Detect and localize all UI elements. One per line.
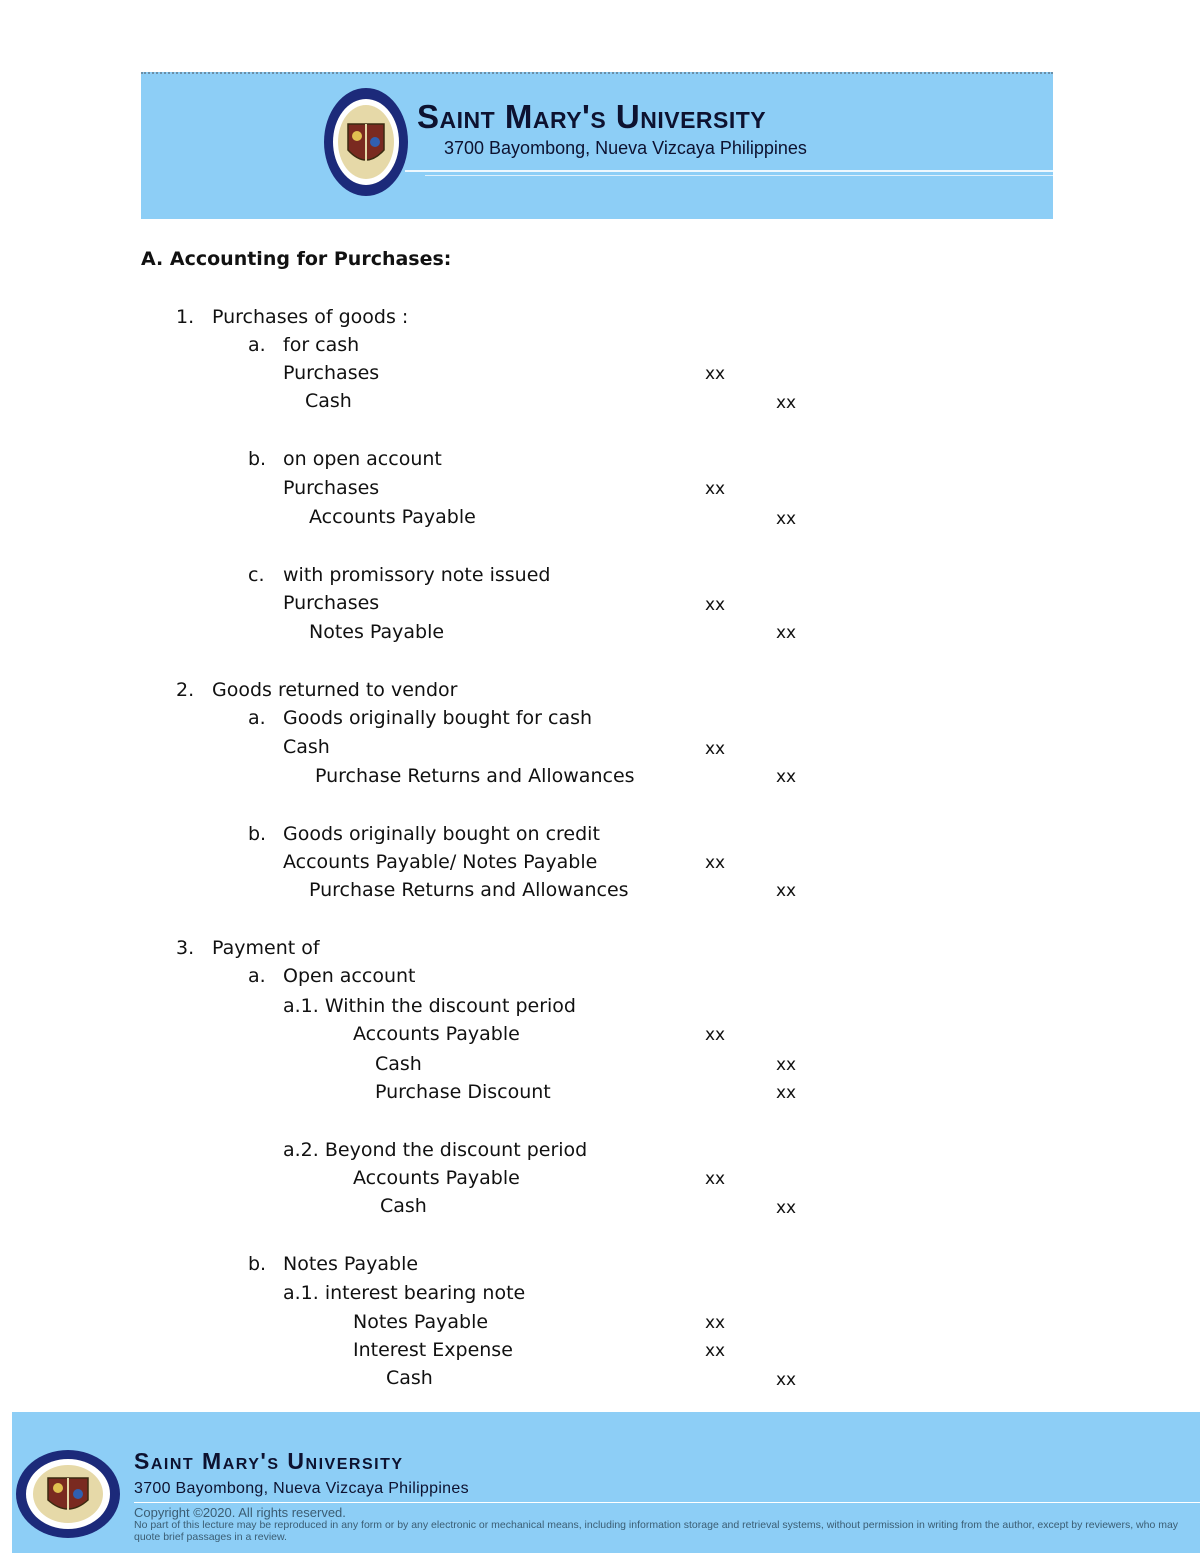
divider <box>134 1502 1200 1503</box>
debit-account: Accounts Payable/ Notes Payable <box>283 851 598 873</box>
credit-account: Purchase Discount <box>375 1081 551 1103</box>
list-subheading: Goods originally bought on credit <box>283 823 600 845</box>
credit-amount: xx <box>776 1083 797 1103</box>
university-seal-icon <box>321 86 411 198</box>
credit-amount: xx <box>776 767 797 787</box>
list-letter: b. <box>248 1253 267 1275</box>
credit-account: Notes Payable <box>309 621 445 643</box>
footer-university-name: Saint Mary's University <box>134 1448 404 1474</box>
list-letter: c. <box>248 564 265 586</box>
divider <box>405 170 1053 172</box>
credit-account: Purchase Returns and Allowances <box>309 879 629 901</box>
list-number: 3. <box>176 937 195 959</box>
list-number: 1. <box>176 306 195 328</box>
debit-account: Purchases <box>283 592 380 614</box>
list-subsubheading: a.1. Within the discount period <box>283 995 576 1017</box>
credit-amount: xx <box>776 1055 797 1075</box>
debit-amount: xx <box>705 364 726 384</box>
university-address: 3700 Bayombong, Nueva Vizcaya Philippines <box>444 138 807 158</box>
credit-amount: xx <box>776 623 797 643</box>
credit-account: Cash <box>380 1195 427 1217</box>
debit-account: Purchases <box>283 362 380 384</box>
list-subheading: Notes Payable <box>283 1253 419 1275</box>
university-seal-icon <box>14 1448 122 1540</box>
list-subheading: Goods originally bought for cash <box>283 707 593 729</box>
list-letter: a. <box>248 965 266 987</box>
credit-amount: xx <box>776 881 797 901</box>
list-subsubheading: a.1. interest bearing note <box>283 1282 526 1304</box>
header-banner <box>141 72 1053 219</box>
debit-account: Accounts Payable <box>353 1167 520 1189</box>
copyright-notice: No part of this lecture may be reproduced in any form or by any electronic or mechanical means, including information storage and retrieval systems, without permission in writing from the author, except by reviewers, who may quote brief passages in a review. <box>134 1519 1179 1543</box>
list-subheading: with promissory note issued <box>283 564 551 586</box>
copyright-text: Copyright ©2020. All rights reserved. <box>134 1505 346 1520</box>
list-heading: Purchases of goods : <box>212 306 409 328</box>
credit-amount: xx <box>776 1370 797 1390</box>
debit-account: Notes Payable <box>353 1311 489 1333</box>
list-subheading: for cash <box>283 334 360 356</box>
list-letter: a. <box>248 707 266 729</box>
credit-account: Cash <box>305 390 352 412</box>
credit-account: Cash <box>375 1053 422 1075</box>
footer-university-address: 3700 Bayombong, Nueva Vizcaya Philippines <box>134 1480 469 1497</box>
debit-amount: xx <box>705 1341 726 1361</box>
list-letter: b. <box>248 448 267 470</box>
debit-account: Cash <box>283 736 330 758</box>
debit-amount: xx <box>705 739 726 759</box>
credit-account: Accounts Payable <box>309 506 476 528</box>
list-heading: Goods returned to vendor <box>212 679 458 701</box>
list-subheading: on open account <box>283 448 442 470</box>
debit-account: Interest Expense <box>353 1339 513 1361</box>
list-subsubheading: a.2. Beyond the discount period <box>283 1139 588 1161</box>
list-letter: a. <box>248 334 266 356</box>
debit-amount: xx <box>705 1313 726 1333</box>
debit-amount: xx <box>705 479 726 499</box>
debit-account: Purchases <box>283 477 380 499</box>
debit-amount: xx <box>705 1025 726 1045</box>
credit-amount: xx <box>776 509 797 529</box>
credit-account: Purchase Returns and Allowances <box>315 765 635 787</box>
list-heading: Payment of <box>212 937 320 959</box>
divider <box>425 175 1053 176</box>
list-number: 2. <box>176 679 195 701</box>
section-title: A. Accounting for Purchases: <box>141 248 452 270</box>
credit-amount: xx <box>776 1198 797 1218</box>
debit-account: Accounts Payable <box>353 1023 520 1045</box>
debit-amount: xx <box>705 853 726 873</box>
list-letter: b. <box>248 823 267 845</box>
debit-amount: xx <box>705 595 726 615</box>
list-subheading: Open account <box>283 965 416 987</box>
debit-amount: xx <box>705 1169 726 1189</box>
credit-account: Cash <box>386 1367 433 1389</box>
footer-banner <box>12 1412 1200 1553</box>
credit-amount: xx <box>776 393 797 413</box>
university-name: Saint Mary's University <box>417 98 767 135</box>
